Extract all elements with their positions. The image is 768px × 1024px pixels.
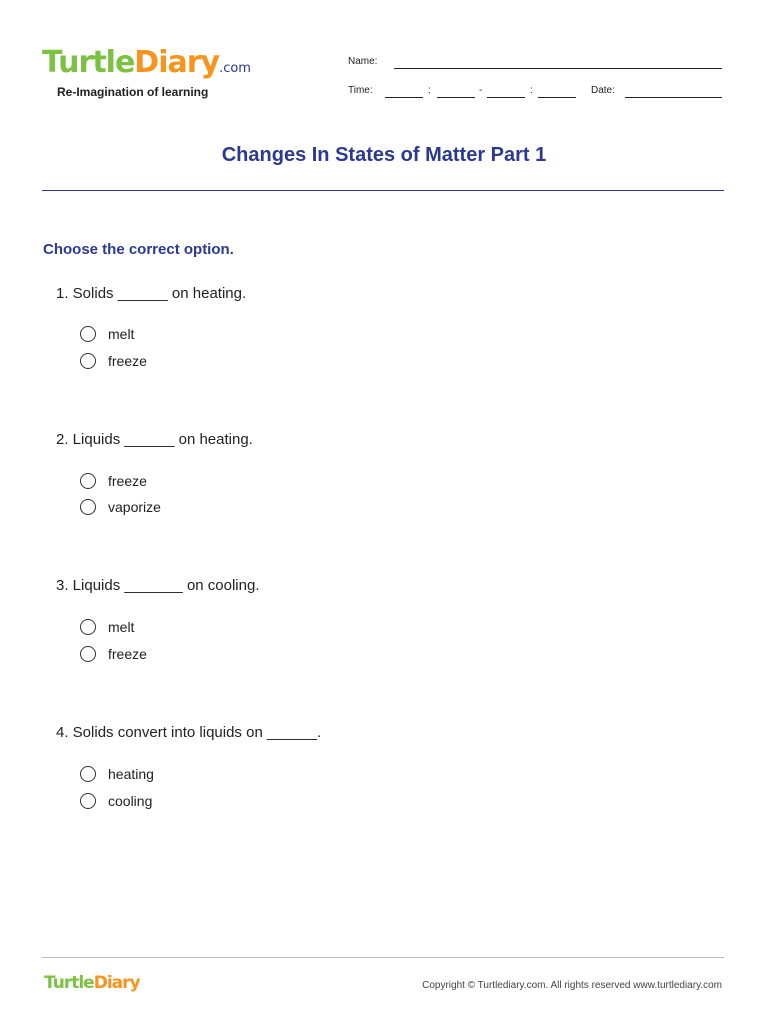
option-1-b[interactable] — [80, 351, 147, 371]
option-2-a[interactable] — [80, 471, 147, 491]
radio-icon[interactable] — [80, 793, 96, 809]
option-4-b[interactable] — [80, 791, 152, 811]
option-label: freeze — [108, 473, 147, 489]
option-label: cooling — [108, 793, 153, 809]
radio-icon[interactable] — [80, 646, 96, 662]
question-3: 3. Liquids _______ on cooling. — [56, 577, 260, 594]
question-2: 2. Liquids ______ on heating. — [56, 431, 253, 448]
time-hour-start-field[interactable] — [385, 97, 423, 98]
radio-icon[interactable] — [80, 326, 96, 342]
option-label: heating — [108, 766, 154, 782]
time-separator: : — [530, 85, 533, 96]
option-2-b[interactable] — [80, 497, 161, 517]
logo-diary: Diary — [134, 45, 220, 80]
radio-icon[interactable] — [80, 619, 96, 635]
date-field[interactable] — [625, 97, 722, 98]
logo-turtle: Turtle — [42, 45, 135, 80]
footer-logo-diary: Diary — [93, 973, 140, 993]
option-label: melt — [108, 619, 135, 635]
instruction: Choose the correct option. — [43, 241, 234, 258]
time-minute-end-field[interactable] — [538, 97, 576, 98]
title-divider — [42, 190, 724, 191]
copyright-text: Copyright © Turtlediary.com. All rights reserved www.turtlediary.com — [422, 980, 722, 991]
turtle-diary-logo — [42, 46, 251, 86]
date-label: Date: — [591, 85, 615, 96]
time-range-separator: - — [479, 85, 483, 96]
page-title: Changes In States of Matter Part 1 — [221, 144, 547, 166]
radio-icon[interactable] — [80, 499, 96, 515]
time-hour-end-field[interactable] — [487, 97, 525, 98]
option-label: melt — [108, 326, 135, 342]
time-label: Time: — [348, 85, 373, 96]
footer-logo — [44, 973, 140, 993]
option-3-b[interactable] — [80, 644, 147, 664]
question-1: 1. Solids ______ on heating. — [56, 285, 247, 302]
name-label: Name: — [348, 56, 378, 67]
radio-icon[interactable] — [80, 766, 96, 782]
logo-suffix: .com — [219, 61, 251, 76]
option-label: freeze — [108, 646, 147, 662]
radio-icon[interactable] — [80, 473, 96, 489]
radio-icon[interactable] — [80, 353, 96, 369]
option-label: vaporize — [108, 499, 161, 515]
question-4: 4. Solids convert into liquids on ______. — [56, 724, 322, 741]
name-field[interactable] — [394, 68, 722, 69]
tagline: Re-Imagination of learning — [57, 85, 209, 99]
time-minute-start-field[interactable] — [437, 97, 475, 98]
footer-divider — [42, 957, 724, 958]
option-1-a[interactable] — [80, 324, 134, 344]
time-separator: : — [428, 85, 431, 96]
option-3-a[interactable] — [80, 617, 134, 637]
footer-logo-turtle: Turtle — [44, 973, 94, 993]
option-label: freeze — [108, 353, 147, 369]
option-4-a[interactable] — [80, 764, 154, 784]
